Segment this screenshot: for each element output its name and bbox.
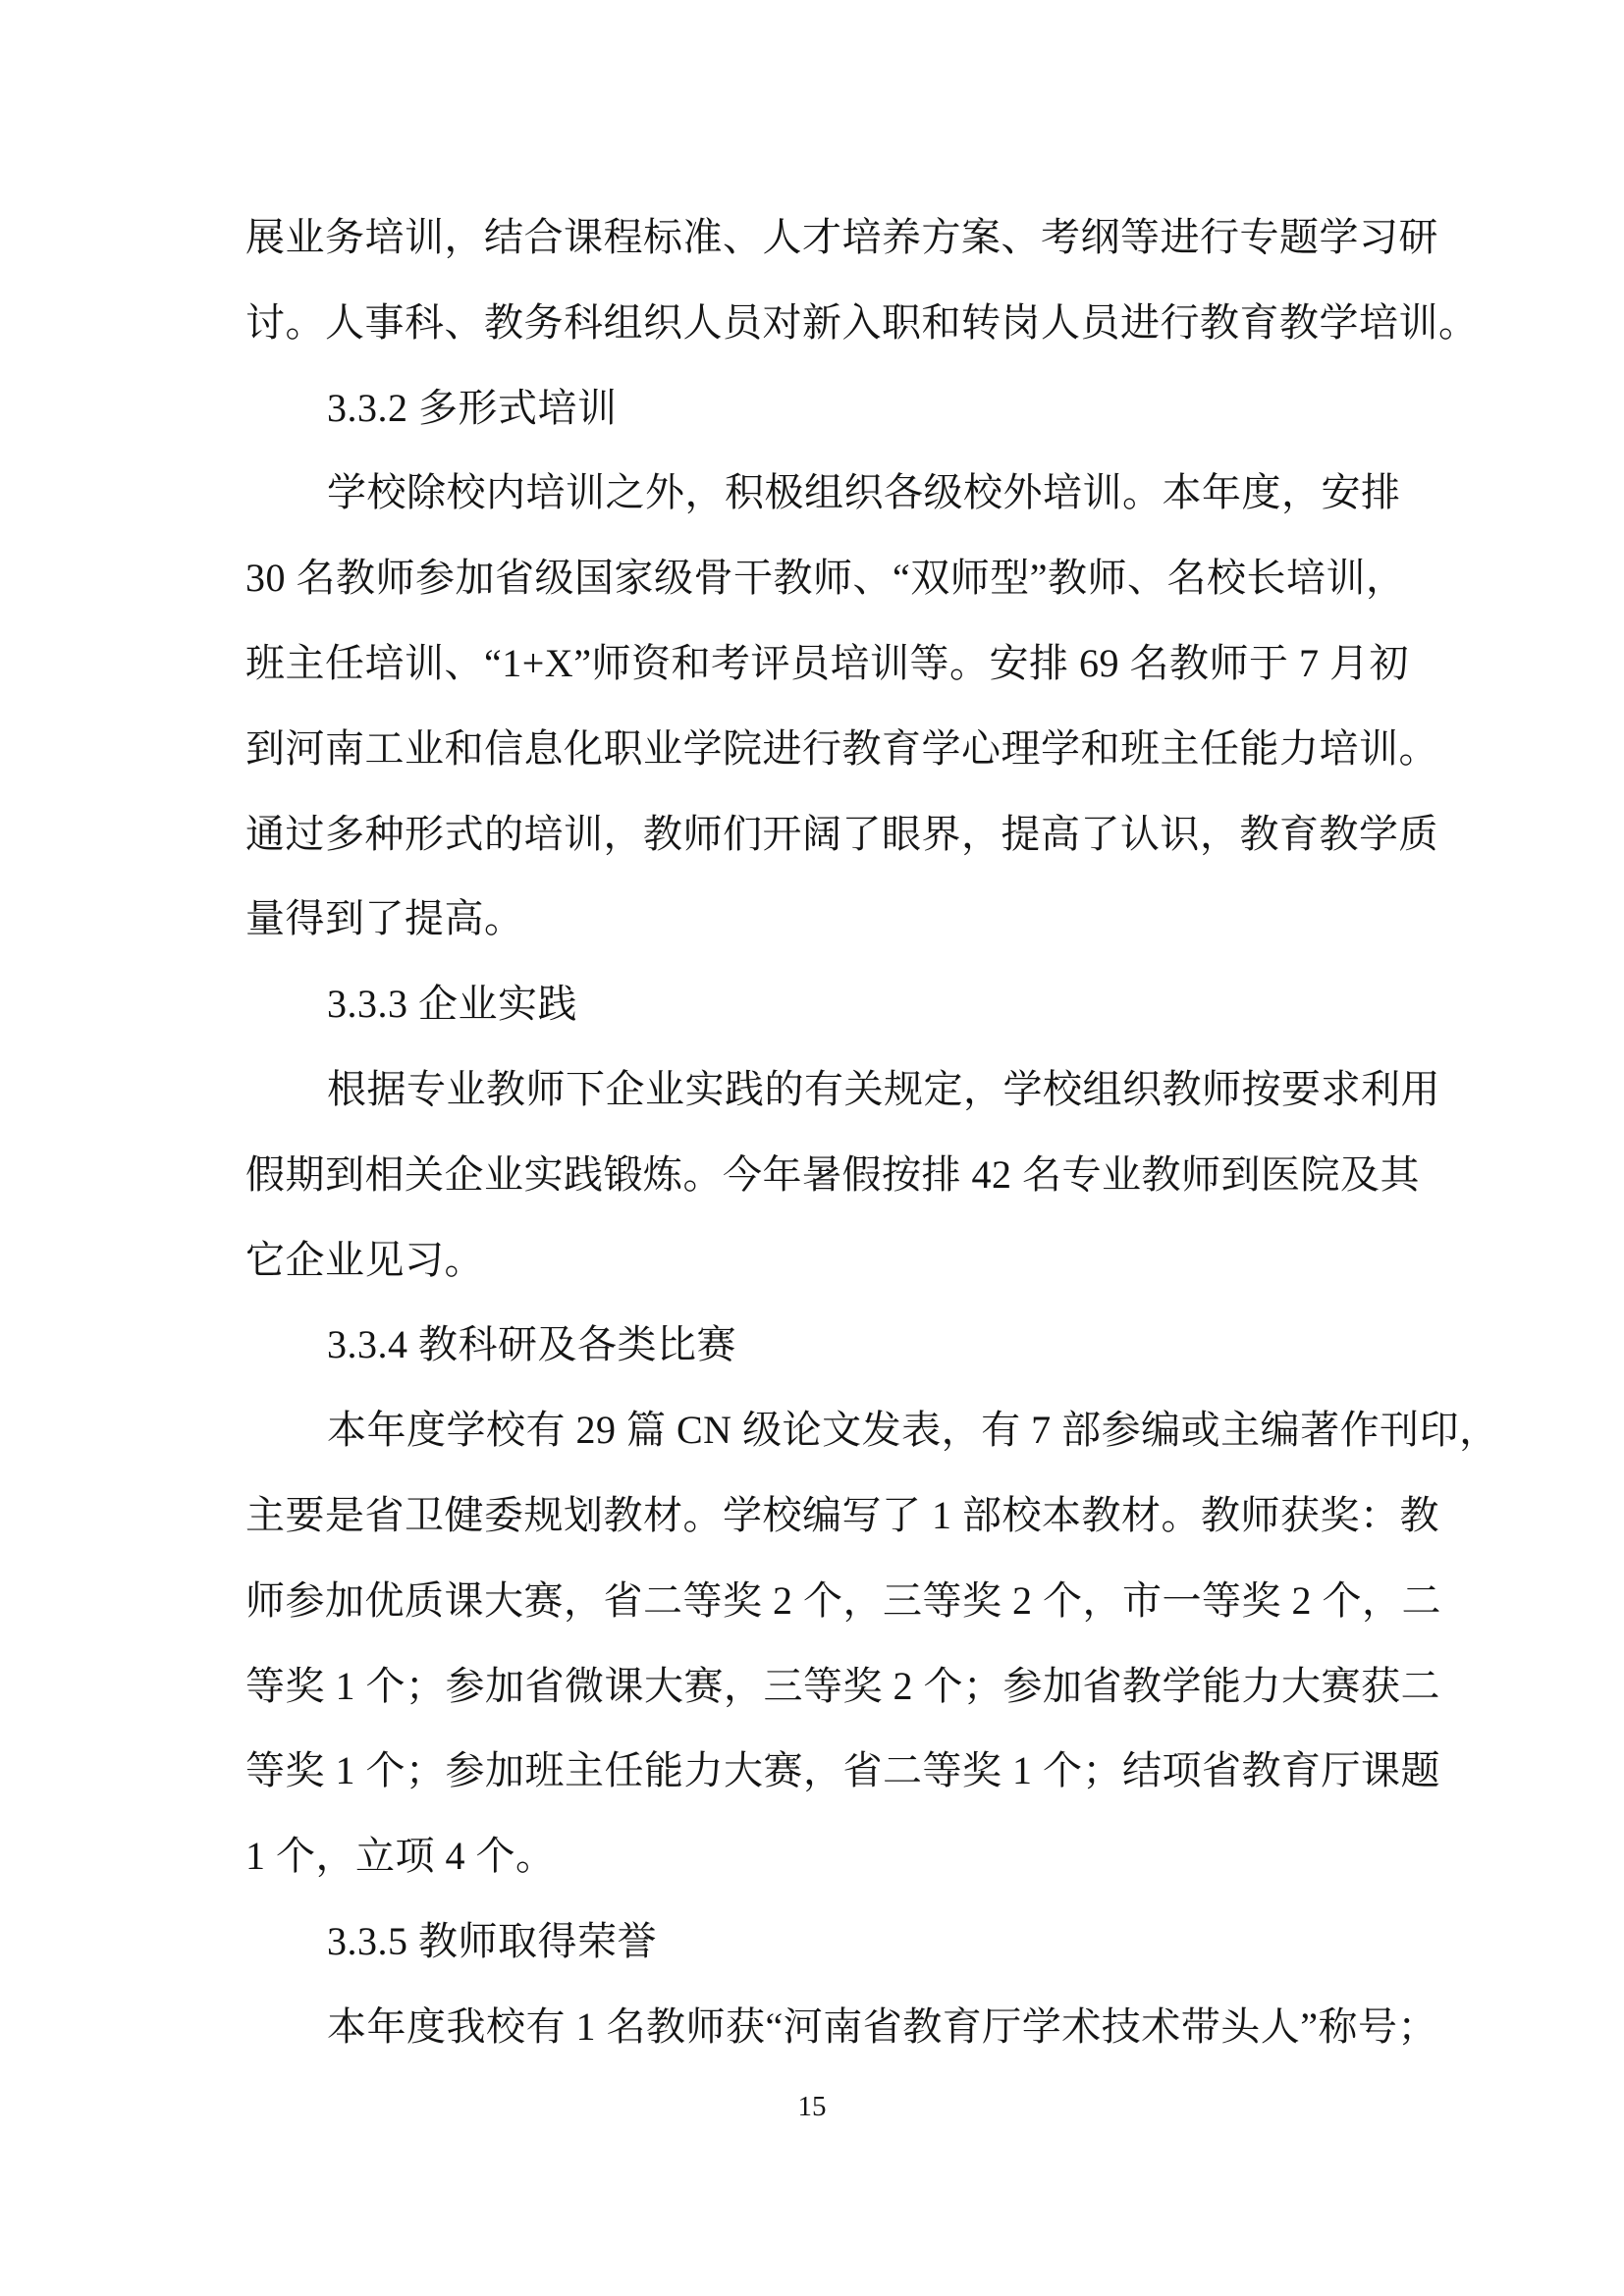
- text-line: 它企业见习。: [245, 1237, 484, 1282]
- text-line: 假期到相关企业实践锻炼。今年暑假按排 42 名专业教师到医院及其: [245, 1151, 1420, 1197]
- text-line: 到河南工业和信息化职业学院进行教育学心理学和班主任能力培训。: [245, 725, 1438, 771]
- text-line: 师参加优质课大赛，省二等奖 2 个，三等奖 2 个，市一等奖 2 个，二: [245, 1577, 1441, 1623]
- text-line: 30 名教师参加省级国家级骨干教师、“双师型”教师、名校长培训，: [245, 556, 1406, 601]
- text-line: 主要是省卫健委规划教材。学校编写了 1 部校本教材。教师获奖：教: [245, 1492, 1439, 1537]
- text-line: 等奖 1 个；参加省微课大赛，三等奖 2 个；参加省教学能力大赛获二: [245, 1663, 1440, 1708]
- text-line: 班主任培训、“1+X”师资和考评员培训等。安排 69 名教师于 7 月初: [245, 640, 1409, 685]
- section-heading-3-3-5: 3.3.5 教师取得荣誉: [327, 1918, 657, 1963]
- section-heading-3-3-3: 3.3.3 企业实践: [327, 982, 577, 1027]
- text-line: 通过多种形式的培训，教师们开阔了眼界，提高了认识，教育教学质: [245, 811, 1438, 856]
- text-line: 学校除校内培训之外，积极组织各级校外培训。本年度，安排: [327, 470, 1401, 515]
- section-heading-3-3-2: 3.3.2 多形式培训: [327, 385, 618, 430]
- text-line: 量得到了提高。: [245, 896, 524, 941]
- text-line: 本年度我校有 1 名教师获“河南省教育厅学术技术带头人”称号；: [327, 2003, 1438, 2049]
- text-line: 本年度学校有 29 篇 CN 级论文发表，有 7 部参编或主编著作刊印，: [327, 1408, 1499, 1453]
- text-line: 讨。人事科、教务科组织人员对新入职和转岗人员进行教育教学培训。: [245, 299, 1479, 345]
- text-line: 展业务培训，结合课程标准、人才培养方案、考纲等进行专题学习研: [245, 215, 1438, 259]
- text-line: 根据专业教师下企业实践的有关规定，学校组织教师按要求利用: [327, 1066, 1440, 1111]
- page-number: 15: [797, 2091, 827, 2122]
- text-line: 1 个，立项 4 个。: [245, 1834, 556, 1879]
- section-heading-3-3-4: 3.3.4 教科研及各类比赛: [327, 1322, 736, 1367]
- document-body: [245, 195, 1499, 2070]
- text-line: 等奖 1 个；参加班主任能力大赛，省二等奖 1 个；结项省教育厅课题: [245, 1748, 1440, 1793]
